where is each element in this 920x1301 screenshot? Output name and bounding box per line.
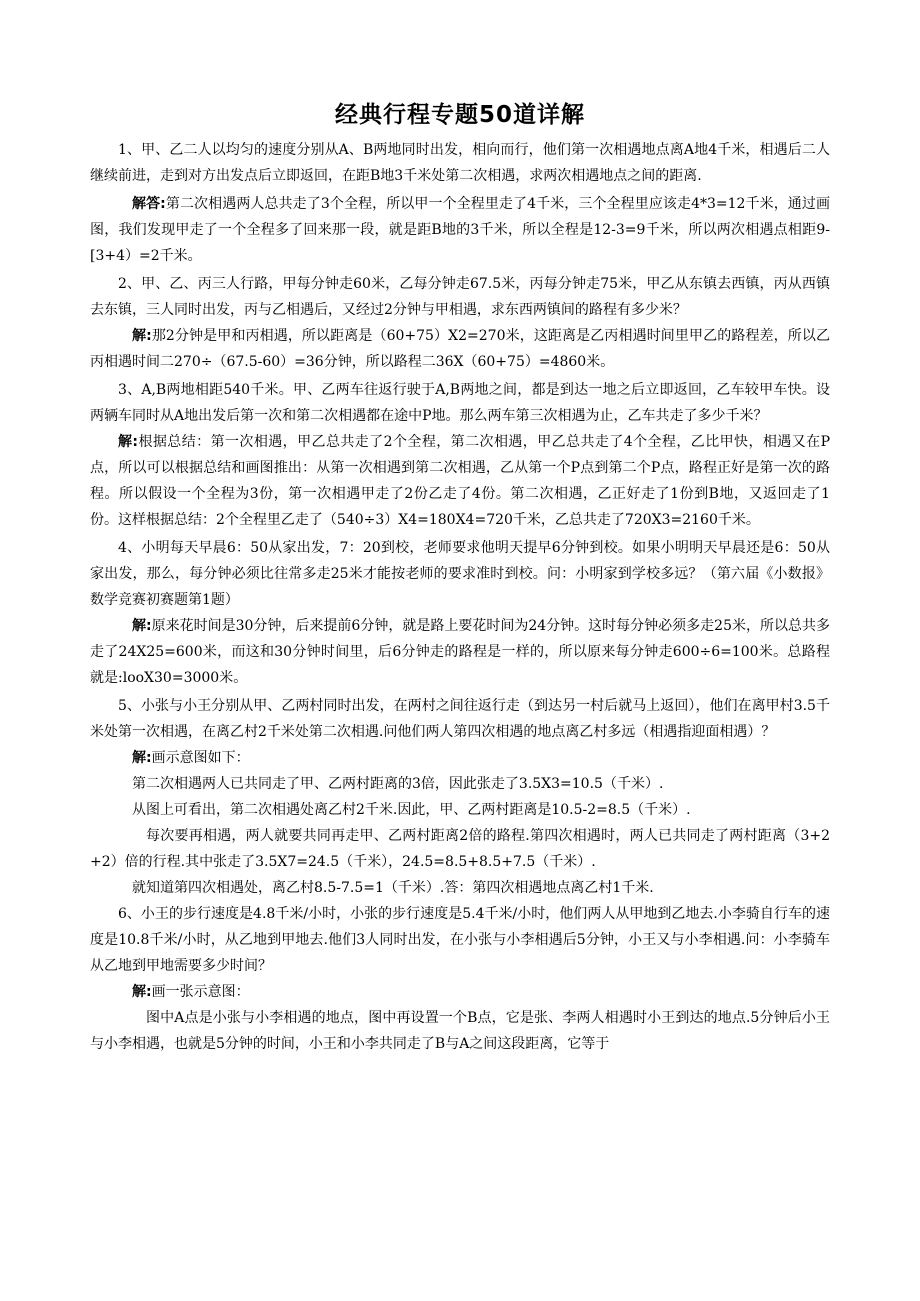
answer-label: 解: bbox=[132, 984, 152, 1000]
answer-label: 解答: bbox=[132, 196, 166, 212]
answer-5-step-1: 第二次相遇两人已共同走了甲、乙两村距离的3倍，因此张走了3.5X3=10.5（千米）. bbox=[132, 776, 664, 792]
answer-3 bbox=[90, 429, 830, 533]
question-3: 3、A,B两地相距540千米。甲、乙两车往返行驶于A,B两地之间，都是到达一地之后立即返回，乙车较甲车快。设两辆车同时从A地出发后第一次和第二次相遇都在途中P地。那么两车第三次相遇为止，乙车共走了多少千米？ bbox=[90, 382, 830, 424]
answer-1 bbox=[90, 191, 830, 269]
answer-label: 解: bbox=[132, 750, 152, 766]
answer-5 bbox=[90, 745, 830, 771]
question-6: 6、小王的步行速度是4.8千米/小时，小张的步行速度是5.4千米/小时，他们两人从甲地到乙地去.小李骑自行车的速度是10.8千米/小时，从乙地到甲地去.他们3人同时出发，在小张与小李相遇后5分钟，小王又与小李相遇.问：小李骑车从乙地到甲地需要多少时间？ bbox=[90, 906, 830, 974]
question-1: 1、甲、乙二人以均匀的速度分别从A、B两地同时出发，相向而行，他们第一次相遇地点离A地4千米，相遇后二人继续前进，走到对方出发点后立即返回，在距B地3千米处第二次相遇，求两次相遇地点之间的距离. bbox=[90, 142, 830, 184]
answer-2 bbox=[90, 323, 830, 375]
document-page bbox=[90, 95, 830, 1057]
question-4: 4、小明每天早晨6：50从家出发，7：20到校，老师要求他明天提早6分钟到校。如果小明明天早晨还是6：50从家出发，那么，每分钟必须比往常多走25米才能按老师的要求准时到校。问：小明家到学校多远？（第六届《小数报》数学竞赛初赛题第1题） bbox=[90, 540, 830, 608]
answer-6 bbox=[90, 979, 830, 1005]
answer-text: 画示意图如下： bbox=[151, 750, 250, 766]
answer-text: 第二次相遇两人总共走了3个全程，所以甲一个全程里走了4千米，三个全程里应该走4*3=12千米，通过画图，我们发现甲走了一个全程多了回来那一段，就是距B地的3千米，所以全程是12-3=9千米，所以两次相遇点相距9-[3+4）=2千米。 bbox=[90, 196, 830, 264]
answer-label: 解: bbox=[118, 434, 139, 450]
answer-text: 那2分钟是甲和丙相遇，所以距离是（60+75）X2=270米，这距离是乙丙相遇时间里甲乙的路程差，所以乙丙相遇时间二270÷（67.5-60）=36分钟，所以路程二36X（60+75）=4860米。 bbox=[90, 328, 830, 370]
answer-5-step-4: 就知道第四次相遇处，离乙村8.5-7.5=1（千米）.答：第四次相遇地点离乙村1千米. bbox=[132, 880, 654, 896]
answer-5-step-2: 从图上可看出，第二次相遇处离乙村2千米.因此，甲、乙两村距离是10.5-2=8.5（千米）. bbox=[132, 802, 691, 818]
answer-text: 画一张示意图： bbox=[151, 984, 250, 1000]
question-2: 2、甲、乙、丙三人行路，甲每分钟走60米，乙每分钟走67.5米，丙每分钟走75米，甲乙从东镇去西镇，丙从西镇去东镇，三人同时出发，丙与乙相遇后，又经过2分钟与甲相遇，求东西两镇间的路程有多少米？ bbox=[90, 276, 830, 318]
answer-5-step-3: 每次要再相遇，两人就要共同再走甲、乙两村距离2倍的路程.第四次相遇时，两人已共同走了两村距离（3+2+2）倍的行程.其中张走了3.5X7=24.5（千米），24.5=8.5+8.5+7.5（千米）. bbox=[90, 828, 830, 870]
answer-label: 解: bbox=[132, 618, 152, 634]
document-title: 经典行程专题50道详解 bbox=[334, 102, 585, 128]
answer-label: 解: bbox=[132, 328, 152, 344]
question-5: 5、小张与小王分别从甲、乙两村同时出发，在两村之间往返行走（到达另一村后就马上返回），他们在离甲村3.5千米处第一次相遇，在离乙村2千米处第二次相遇.问他们两人第四次相遇的地点离乙村多远（相遇指迎面相遇）？ bbox=[90, 698, 830, 740]
answer-text: 根据总结：第一次相遇，甲乙总共走了2个全程，第二次相遇，甲乙总共走了4个全程，乙比甲快，相遇又在P点，所以可以根据总结和画图推出：从第一次相遇到第二次相遇，乙从第一个P点到第二个P点，路程正好是第一次的路程。所以假设一个全程为3份，第一次相遇甲走了2份乙走了4份。第二次相遇，乙正好走了1份到B地，又返回走了1份。这样根据总结：2个全程里乙走了（540÷3）X4=180X4=720千米，乙总共走了720X3=2160千米。 bbox=[90, 434, 830, 528]
answer-6-step-1: 图中A点是小张与小李相遇的地点，图中再设置一个B点，它是张、李两人相遇时小王到达的地点.5分钟后小王与小李相遇，也就是5分钟的时间，小王和小李共同走了B与A之间这段距离，它等于 bbox=[90, 1010, 830, 1052]
answer-4 bbox=[90, 613, 830, 691]
answer-text: 原来花时间是30分钟，后来提前6分钟，就是路上要花时间为24分钟。这时每分钟必须多走25米，所以总共多走了24X25=600米，而这和30分钟时间里，后6分钟走的路程是一样的，所以原来每分钟走600÷6=100米。总路程就是:looX30=3000米。 bbox=[90, 618, 830, 686]
